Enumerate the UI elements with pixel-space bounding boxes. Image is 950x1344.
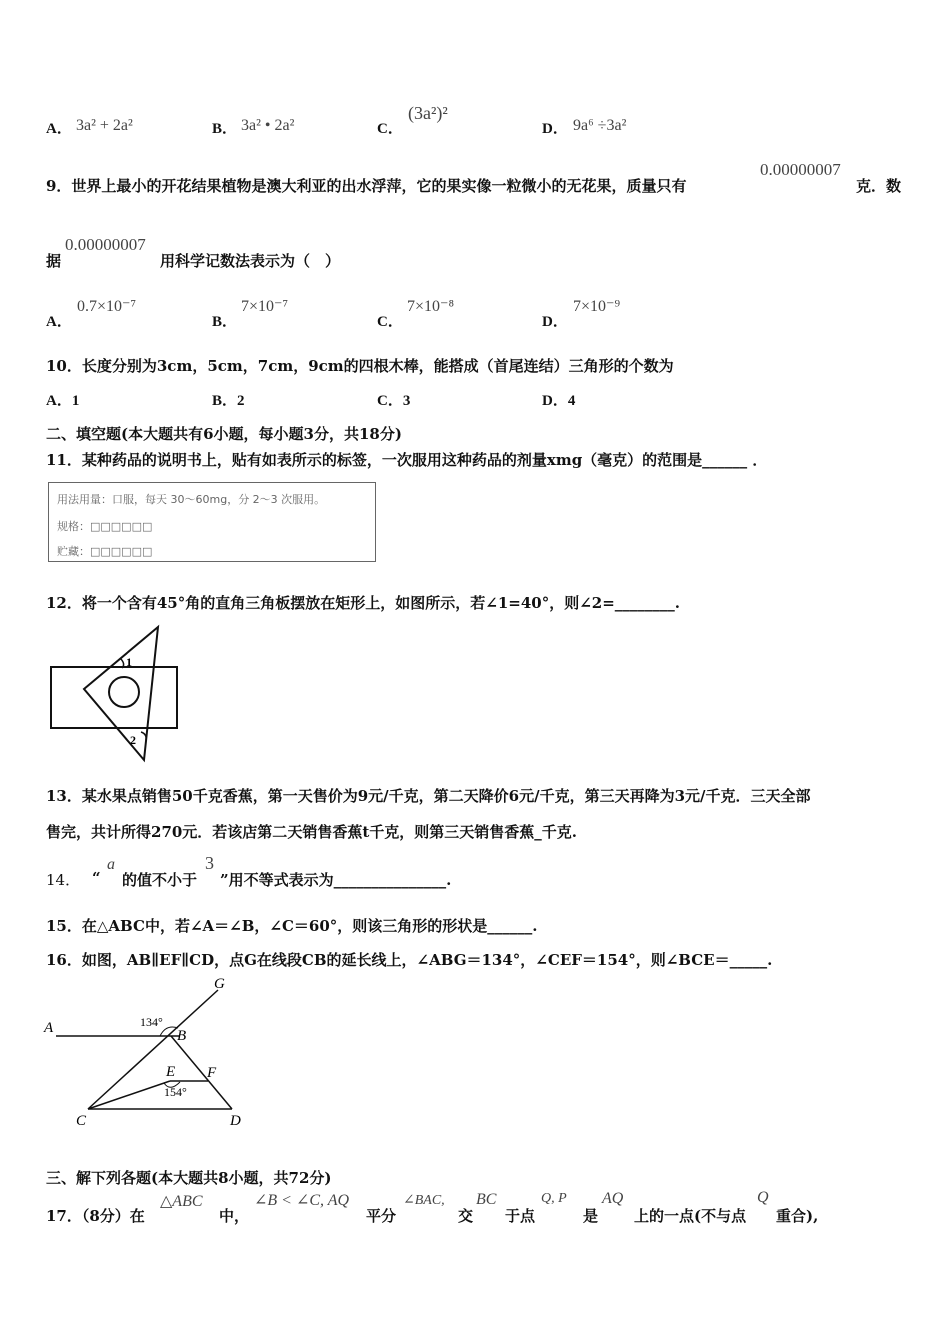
- q12-text: 12．将一个含有45°角的直角三角板摆放在矩形上，如图所示，若∠1=40°，则∠2=________.: [46, 594, 680, 612]
- q17-text-7: 重合),: [776, 1207, 819, 1225]
- q17-number: 17．（8分）在: [46, 1207, 145, 1225]
- q17-text-6: 上的一点(不与点: [634, 1207, 747, 1225]
- q16-line-ce: [88, 1081, 170, 1109]
- medicine-label-spec: 规格：□□□□□□: [57, 520, 153, 533]
- q16-text: 16．如图，AB∥EF∥CD，点G在线段CB的延长线上，∠ABG＝134°，∠CEF＝154°，则∠BCE＝_____.: [46, 951, 773, 969]
- q16-label-e: E: [166, 1064, 176, 1080]
- q9-option-d-label: D．: [542, 314, 568, 330]
- medicine-label-box: [48, 482, 376, 562]
- q12-circle-hole: [109, 677, 139, 707]
- q16-label-c: C: [76, 1113, 87, 1129]
- q10-option-c: C．3: [377, 393, 411, 409]
- q10-option-a: A．1: [46, 393, 80, 409]
- q17-text-1: 中，: [219, 1207, 250, 1225]
- medicine-label-usage: 用法用量：口服，每天 30～60mg，分 2～3 次服用。: [57, 493, 326, 506]
- q9-text-b: 克．数: [856, 177, 902, 195]
- q17-math-abc: △ABC: [160, 1193, 203, 1210]
- q8-option-d-expr: 9a⁶ ÷3a²: [573, 117, 627, 134]
- q14-tail-text: ”用不等式表示为_______________.: [220, 871, 452, 889]
- section-3-heading: 三、解下列各题(本大题共8小题，共72分): [46, 1169, 332, 1187]
- q17-math-aq: AQ: [602, 1190, 624, 1207]
- q17-text-2: 平分: [366, 1207, 397, 1225]
- q9-option-b-expr: 7×10⁻⁷: [241, 298, 289, 315]
- q12-figure: [48, 624, 184, 766]
- q15-text: 15．在△ABC中，若∠A＝∠B，∠C＝60°，则该三角形的形状是______.: [46, 917, 538, 935]
- q13-line-1: 13．某水果点销售50千克香蕉，第一天售价为9元/千克，第二天降价6元/千克，第三天再降为3元/千克．三天全部: [46, 787, 811, 805]
- q9-option-b-label: B．: [212, 314, 238, 330]
- q9-option-a-expr: 0.7×10⁻⁷: [77, 298, 137, 315]
- q16-label-b: B: [177, 1028, 187, 1044]
- section-2-heading: 二、填空题(本大题共有6小题，每小题3分，共18分): [46, 425, 402, 443]
- q16-line-cg: [88, 990, 218, 1109]
- q17-math-bac: ∠BAC,: [403, 1193, 445, 1208]
- q9-option-c-label: C．: [377, 314, 403, 330]
- q12-rectangle: [51, 667, 177, 728]
- q9-option-c-expr: 7×10⁻⁸: [407, 298, 455, 315]
- q14-open-quote: “: [92, 869, 101, 887]
- q8-option-d-label: D．: [542, 121, 568, 137]
- q16-label-a: A: [44, 1020, 54, 1036]
- q14-variable-a: a: [107, 856, 115, 873]
- q17-math-bc: BC: [476, 1191, 497, 1208]
- q17-math-angles: ∠B < ∠C, AQ: [254, 1192, 350, 1209]
- q16-angle-134-label: 134°: [140, 1015, 163, 1029]
- q16-label-f: F: [207, 1065, 217, 1081]
- q8-option-b-expr: 3a² • 2a²: [241, 117, 295, 134]
- q8-option-b-label: B．: [212, 121, 238, 137]
- q14-number-3: 3: [205, 853, 214, 873]
- q12-triangle-ruler: [84, 627, 158, 760]
- q14-mid-text: 的值不小于: [122, 871, 198, 889]
- q13-line-2: 售完，共计所得270元．若该店第二天销售香蕉t千克，则第三天销售香蕉_千克.: [46, 823, 577, 841]
- q9-value-2: 0.00000007: [65, 235, 146, 254]
- q17-math-q: Q: [757, 1189, 769, 1206]
- q16-label-d: D: [230, 1113, 241, 1129]
- q17-text-3: 交: [458, 1207, 474, 1225]
- q10-text: 10．长度分别为3cm，5cm，7cm，9cm的四根木棒，能搭成（首尾连结）三角形的个数为: [46, 357, 674, 375]
- q17-text-5: 是: [583, 1207, 599, 1225]
- q16-label-g: G: [214, 976, 225, 992]
- medicine-label-storage: 贮藏：□□□□□□: [57, 545, 153, 558]
- q16-figure: [40, 972, 260, 1132]
- q9-option-d-expr: 7×10⁻⁹: [573, 298, 621, 315]
- q16-angle-154-label: 154°: [164, 1085, 187, 1099]
- q8-option-a-label: A．: [46, 121, 72, 137]
- q9-value: 0.00000007: [760, 160, 841, 179]
- q12-angle-1-label: 1: [126, 655, 132, 669]
- q10-option-d: D．4: [542, 393, 576, 409]
- q9-text-d: 用科学记数法表示为（ ）: [160, 252, 341, 270]
- q9-option-a-label: A．: [46, 314, 72, 330]
- q8-option-c-expr: (3a²)²: [408, 103, 448, 123]
- q8-option-a-expr: 3a² + 2a²: [76, 117, 133, 134]
- q9-text-a: 9．世界上最小的开花结果植物是澳大利亚的出水浮萍，它的果实像一粒微小的无花果，质量只有: [46, 177, 687, 195]
- q14-number: 14．: [46, 871, 81, 889]
- q8-option-c-label: C．: [377, 121, 403, 137]
- q12-angle-2-label: 2: [130, 733, 136, 747]
- q10-option-b: B．2: [212, 393, 245, 409]
- q11-text: 11．某种药品的说明书上，贴有如表所示的标签，一次服用这种药品的剂量xmg（毫克）的范围是______ ．: [46, 451, 768, 469]
- q17-text-4: 于点: [505, 1207, 536, 1225]
- q9-text-c: 据: [46, 252, 62, 270]
- q17-math-qp: Q, P: [541, 1191, 567, 1206]
